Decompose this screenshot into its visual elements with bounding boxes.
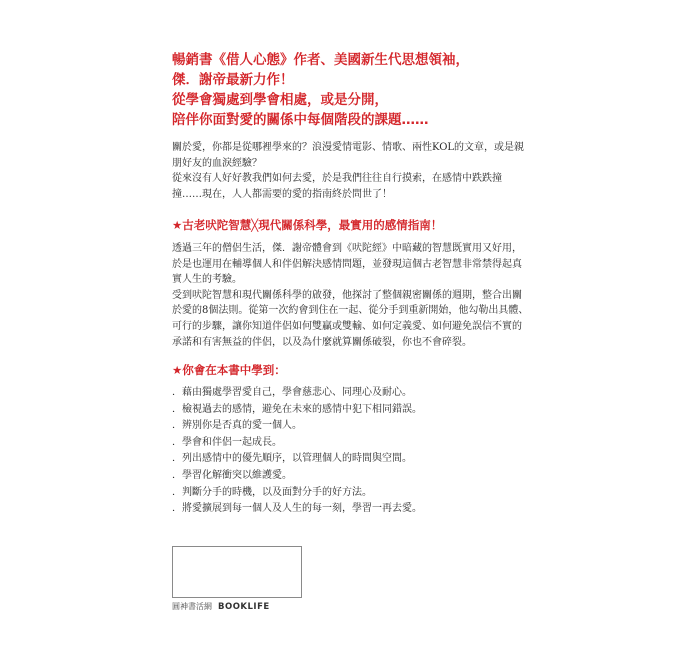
intro-paragraph-2: 從來沒有人好好教我們如何去愛，於是我們往往自行摸索，在感情中跌跌撞撞……現在，人人都需要的愛的指南終於問世了！	[172, 173, 502, 200]
section-heading-learn: ★你會在本書中學到：	[172, 363, 286, 377]
learn-list	[172, 385, 532, 518]
section-heading-guide: ★古老吠陀智慧╳現代關係科學，最實用的感情指南！	[172, 218, 443, 232]
list-item: ．將愛擴展到每一個人及人生的每一刻，學習一再去愛。	[172, 503, 422, 515]
list-item: ．判斷分手的時機，以及面對分手的好方法。	[172, 486, 372, 498]
publisher-group: 圓神書活網	[172, 602, 212, 611]
intro-paragraph-1: 關於愛，你都是從哪裡學來的？浪漫愛情電影、情歌、兩性KOL的文章，或是親朋好友的血淚經驗？	[172, 142, 525, 169]
list-item: ．辨別你是否真的愛一個人。	[172, 420, 302, 432]
publisher-logo	[172, 601, 270, 612]
section-body-guide	[172, 241, 530, 350]
headline-line-3: 從學會獨處到學會相處，或是分開，	[172, 92, 388, 108]
list-item: ．學會和伴侶一起成長。	[172, 436, 282, 448]
headline-line-4: 陪伴你面對愛的關係中每個階段的課題……	[172, 112, 429, 128]
barcode-area	[172, 546, 302, 598]
guide-paragraph-1: 透過三年的僧侶生活，傑．謝帝體會到《吠陀經》中暗藏的智慧既實用又好用，於是也運用在輔導個人和伴侶解決感情問題，並發現這個古老智慧非常禁得起真實人生的考驗。	[172, 243, 522, 286]
headline-line-2: 傑．謝帝最新力作！	[172, 72, 294, 88]
list-item: ．檢視過去的感情，避免在未來的感情中犯下相同錯誤。	[172, 403, 422, 415]
headline	[172, 50, 532, 130]
list-item: ．藉由獨處學習愛自己，學會慈悲心、同理心及耐心。	[172, 387, 412, 398]
list-item: ．學習化解衝突以維護愛。	[172, 469, 292, 481]
guide-paragraph-2: 受到吠陀智慧和現代關係科學的啟發，他探討了整個親密關係的週期，整合出關於愛的8個法則。從第一次約會到住在一起、從分手到重新開始，他勾勒出具體、可行的步驟，讓你知道伴侶如何雙贏或雙輸、如何定義愛、如何避免誤信不實的承諾和有害無益的伴侶，以及為什麼就算關係破裂，你也不會碎裂。	[172, 289, 529, 348]
publisher-brand: BOOKLIFE	[218, 601, 270, 612]
intro-text	[172, 140, 530, 202]
list-item: ．列出感情中的優先順序，以管理個人的時間與空間。	[172, 453, 412, 465]
headline-line-1: 暢銷書《借人心態》作者、美國新生代思想領袖，	[172, 52, 469, 68]
